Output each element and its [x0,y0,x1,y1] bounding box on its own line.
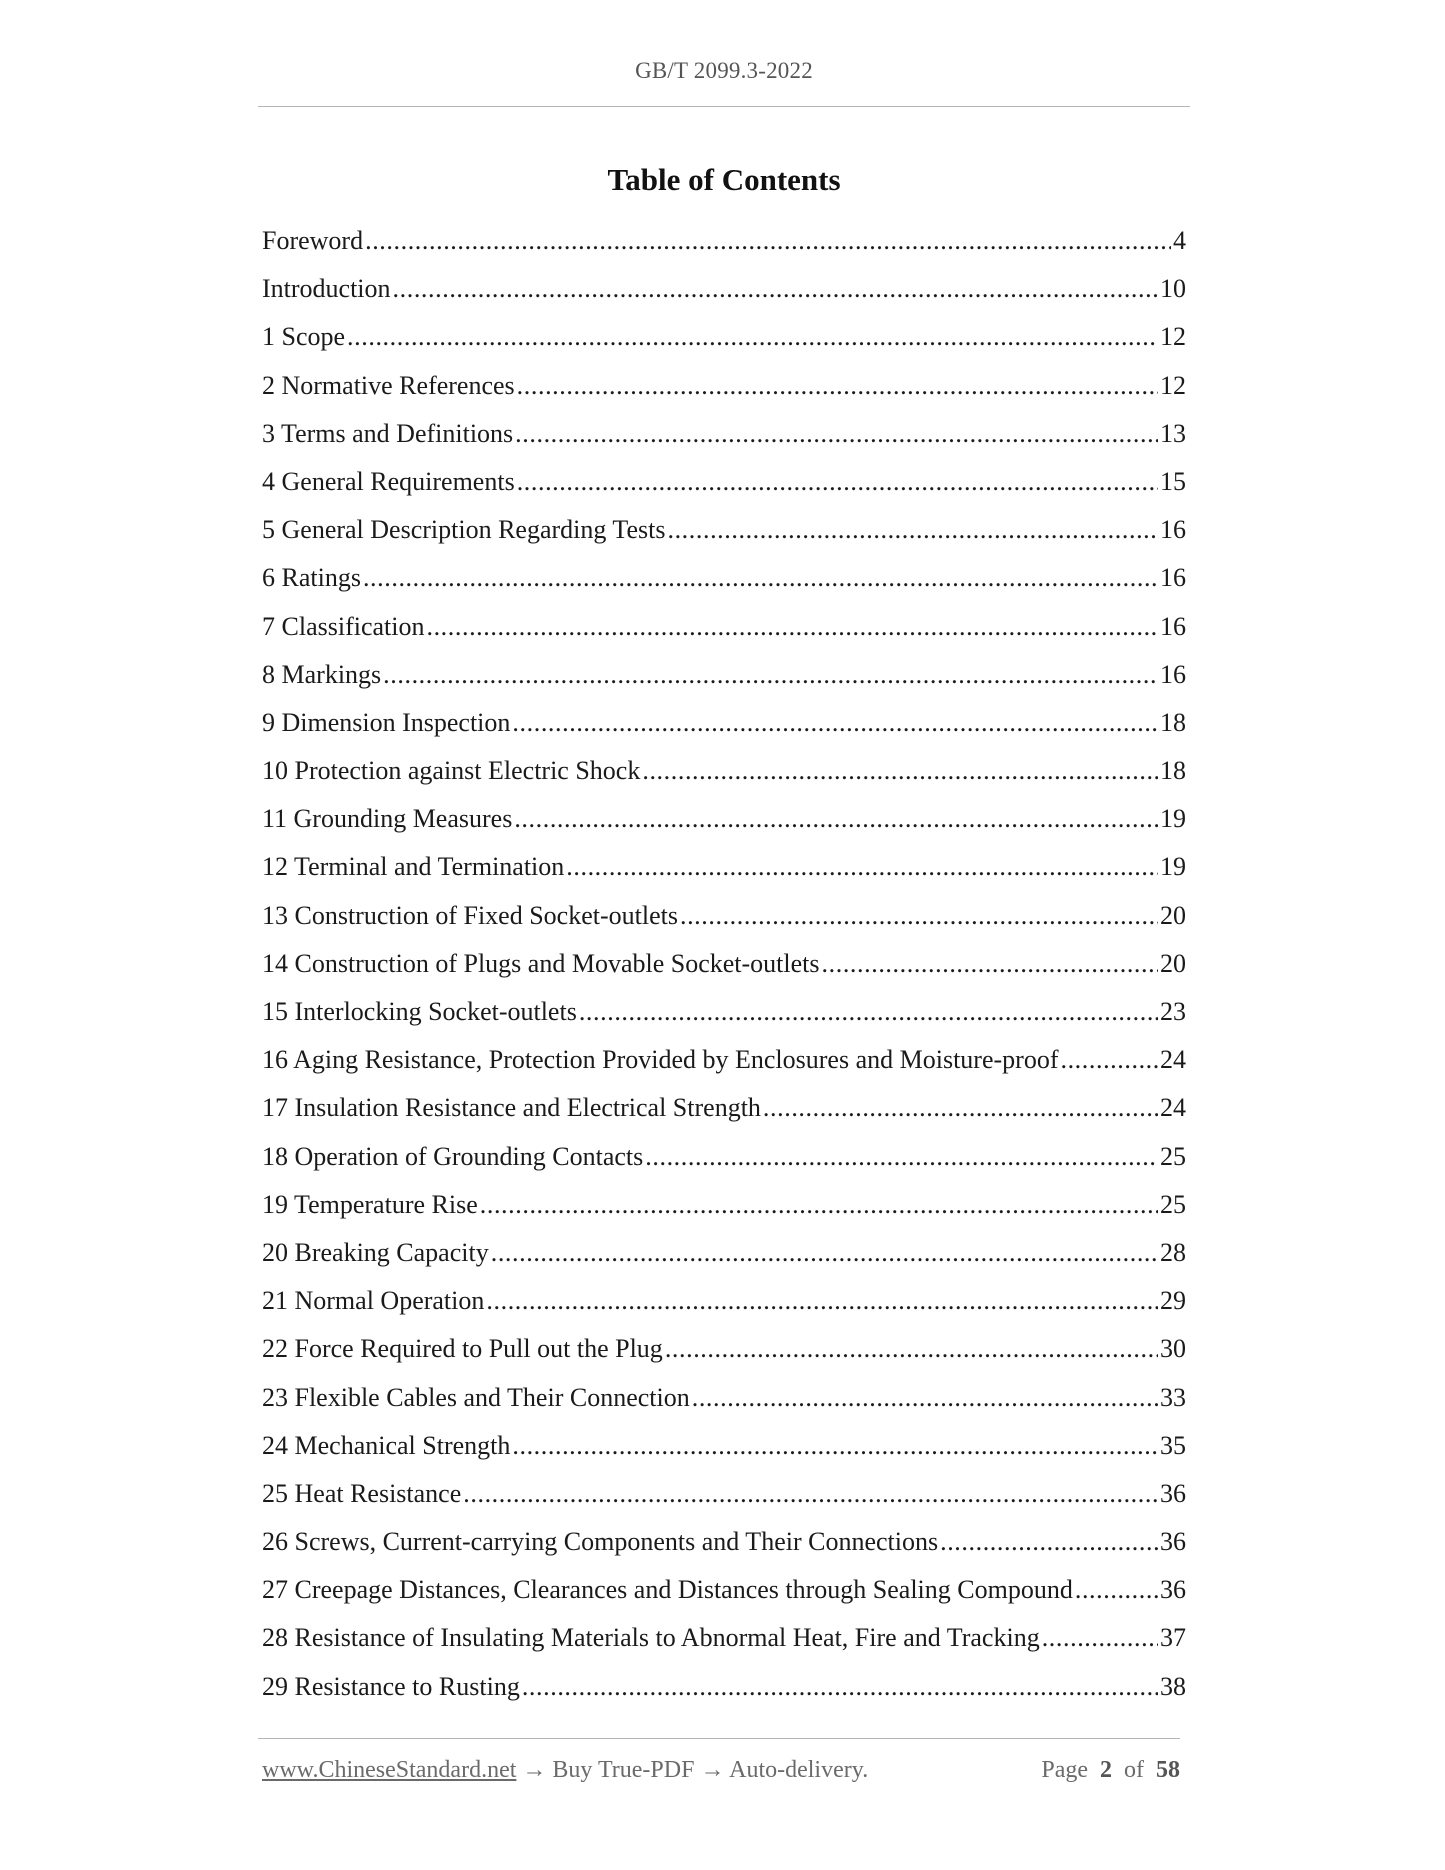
toc-entry-label: Introduction [262,274,391,304]
toc-entry-label: 28 Resistance of Insulating Materials to Abnormal Heat, Fire and Tracking [262,1623,1040,1653]
toc-entry[interactable] [262,419,1186,467]
dot-leader [763,1093,1158,1123]
toc-entry-label: 10 Protection against Electric Shock [262,756,641,786]
of-word: of [1124,1757,1144,1783]
toc-entry[interactable] [262,1383,1186,1431]
toc-entry-label: 13 Construction of Fixed Socket-outlets [262,900,678,930]
toc-entry-label: 9 Dimension Inspection [262,707,511,737]
dot-leader [512,1431,1158,1461]
toc-entry-page-number: 10 [1160,274,1186,304]
dot-leader [566,852,1158,882]
dot-leader [680,901,1158,931]
dot-leader [363,563,1158,593]
toc-entry-page-number: 30 [1160,1334,1186,1364]
toc-entry-page-number: 36 [1160,1527,1186,1557]
toc-entry-page-number: 18 [1160,707,1186,737]
toc-entry-page-number: 13 [1160,418,1186,448]
toc-entry-label: 12 Terminal and Termination [262,852,565,882]
dot-leader [515,419,1158,449]
toc-entry-page-number: 24 [1160,1093,1186,1123]
footer-left [262,1757,868,1784]
toc-entry-page-number: 15 [1160,466,1186,496]
toc-entry-label: 26 Screws, Current-carrying Components and Their Connections [262,1527,939,1557]
toc-entry-label: 1 Scope [262,322,346,352]
toc-entry-label: 21 Normal Operation [262,1286,485,1316]
toc-entry[interactable] [262,949,1186,997]
dot-leader [665,1334,1158,1364]
toc-entry-page-number: 33 [1160,1382,1186,1412]
toc-entry[interactable] [262,1431,1186,1479]
toc-entry-label: 24 Mechanical Strength [262,1430,511,1460]
website-link[interactable]: www.ChineseStandard.net [262,1757,517,1783]
toc-entry[interactable] [262,1527,1186,1575]
toc-entry-page-number: 25 [1160,1141,1186,1171]
toc-entry-label: 8 Markings [262,659,382,689]
toc-entry-page-number: 29 [1160,1286,1186,1316]
toc-entry-label: 6 Ratings [262,563,361,593]
toc-entry-page-number: 36 [1160,1478,1186,1508]
toc-entry-page-number: 28 [1160,1237,1186,1267]
dot-leader [645,1142,1158,1172]
dot-leader [1042,1623,1158,1653]
toc-entry-page-number: 36 [1160,1575,1186,1605]
header-divider [258,106,1190,107]
dot-leader [383,660,1158,690]
toc-entry-page-number: 20 [1160,948,1186,978]
toc-entry-page-number: 19 [1160,804,1186,834]
toc-entry-label: 4 General Requirements [262,466,515,496]
dot-leader [426,612,1158,642]
toc-entry[interactable] [262,1334,1186,1382]
toc-entry-label: 17 Insulation Resistance and Electrical Strength [262,1093,761,1123]
dot-leader [480,1190,1158,1220]
toc-entry[interactable] [262,1238,1186,1286]
dot-leader [692,1383,1158,1413]
dot-leader [347,322,1158,352]
toc-entry[interactable] [262,1093,1186,1141]
toc-entry-label: 18 Operation of Grounding Contacts [262,1141,644,1171]
toc-entry[interactable] [262,901,1186,949]
toc-entry-page-number: 12 [1160,370,1186,400]
toc-entry-page-number: 38 [1160,1671,1186,1701]
footer-tagline: → Buy True-PDF → Auto-delivery. [516,1757,869,1783]
toc-entry[interactable] [262,1045,1186,1093]
toc-entry-label: 29 Resistance to Rusting [262,1671,520,1701]
total-page-number: 58 [1156,1757,1180,1783]
toc-entry-page-number: 23 [1160,997,1186,1026]
dot-leader [491,1238,1158,1268]
toc-entry[interactable] [262,226,1186,274]
dot-leader [940,1527,1158,1557]
dot-leader [1060,1045,1158,1075]
toc-entry-label: 27 Creepage Distances, Clearances and Distances through Sealing Compound [262,1575,1073,1605]
footer-divider [258,1738,1180,1739]
toc-entry-page-number: 18 [1160,756,1186,786]
toc-entry-label: Foreword [262,226,364,255]
toc-entry[interactable] [262,274,1186,322]
toc-entry[interactable] [262,1672,1186,1720]
toc-entry-label: 7 Classification [262,611,425,641]
toc-entry-label: 19 Temperature Rise [262,1189,478,1219]
toc-entry-label: 22 Force Required to Pull out the Plug [262,1334,663,1364]
toc-entry[interactable] [262,708,1186,756]
dot-leader [822,949,1158,979]
page-counter [1041,1757,1180,1784]
toc-entry-page-number: 16 [1160,515,1186,545]
toc-entry[interactable] [262,997,1186,1045]
toc-entry-label: 16 Aging Resistance, Protection Provided by Enclosures and Moisture-proof [262,1045,1059,1075]
toc-entry[interactable] [262,322,1186,370]
dot-leader [642,756,1158,786]
page-title: Table of Contents [607,162,841,197]
toc-entry-label: 15 Interlocking Socket-outlets [262,997,577,1026]
toc-entry[interactable] [262,612,1186,660]
dot-leader [517,371,1158,401]
dot-leader [512,708,1158,738]
toc-entry-label: 3 Terms and Definitions [262,418,514,448]
toc-entry[interactable] [262,515,1186,563]
toc-entry[interactable] [262,467,1186,515]
toc-entry-label: 14 Construction of Plugs and Movable Socket-outlets [262,948,820,978]
toc-entry[interactable] [262,1575,1186,1623]
toc-entry-page-number: 25 [1160,1189,1186,1219]
dot-leader [522,1672,1158,1702]
toc-entry-label: 25 Heat Resistance [262,1478,462,1508]
dot-leader [1075,1575,1158,1605]
toc-entry[interactable] [262,756,1186,804]
toc-entry-page-number: 16 [1160,659,1186,689]
dot-leader [393,274,1158,304]
toc-entry-label: 2 Normative References [262,370,515,400]
toc-entry-page-number: 20 [1160,900,1186,930]
toc-entry[interactable] [262,563,1186,611]
toc-entry[interactable] [262,1286,1186,1334]
dot-leader [667,515,1158,545]
toc-entry-label: 23 Flexible Cables and Their Connection [262,1382,690,1412]
toc-entry[interactable] [262,660,1186,708]
toc-entry-page-number: 35 [1160,1430,1186,1460]
toc-entry-page-number: 24 [1160,1045,1186,1075]
toc-entry[interactable] [262,1623,1186,1671]
page-word: Page [1041,1757,1088,1783]
dot-leader [579,997,1158,1027]
toc-entry-page-number: 4 [1173,226,1186,255]
dot-leader [365,226,1171,256]
toc-entry[interactable] [262,1479,1186,1527]
table-of-contents [262,226,1186,1720]
toc-entry-label: 20 Breaking Capacity [262,1237,489,1267]
dot-leader [517,467,1158,497]
dot-leader [486,1286,1158,1316]
toc-entry-label: 11 Grounding Measures [262,804,513,834]
dot-leader [463,1479,1158,1509]
toc-entry-page-number: 16 [1160,611,1186,641]
dot-leader [514,804,1158,834]
toc-entry-page-number: 16 [1160,563,1186,593]
toc-entry-label: 5 General Description Regarding Tests [262,515,666,545]
toc-entry[interactable] [262,1142,1186,1190]
document-header: GB/T 2099.3-2022 [635,58,813,83]
current-page-number: 2 [1100,1757,1112,1783]
toc-entry[interactable] [262,371,1186,419]
toc-entry-page-number: 19 [1160,852,1186,882]
toc-entry[interactable] [262,1190,1186,1238]
toc-entry[interactable] [262,804,1186,852]
toc-entry[interactable] [262,852,1186,900]
toc-entry-page-number: 37 [1160,1623,1186,1653]
toc-entry-page-number: 12 [1160,322,1186,352]
